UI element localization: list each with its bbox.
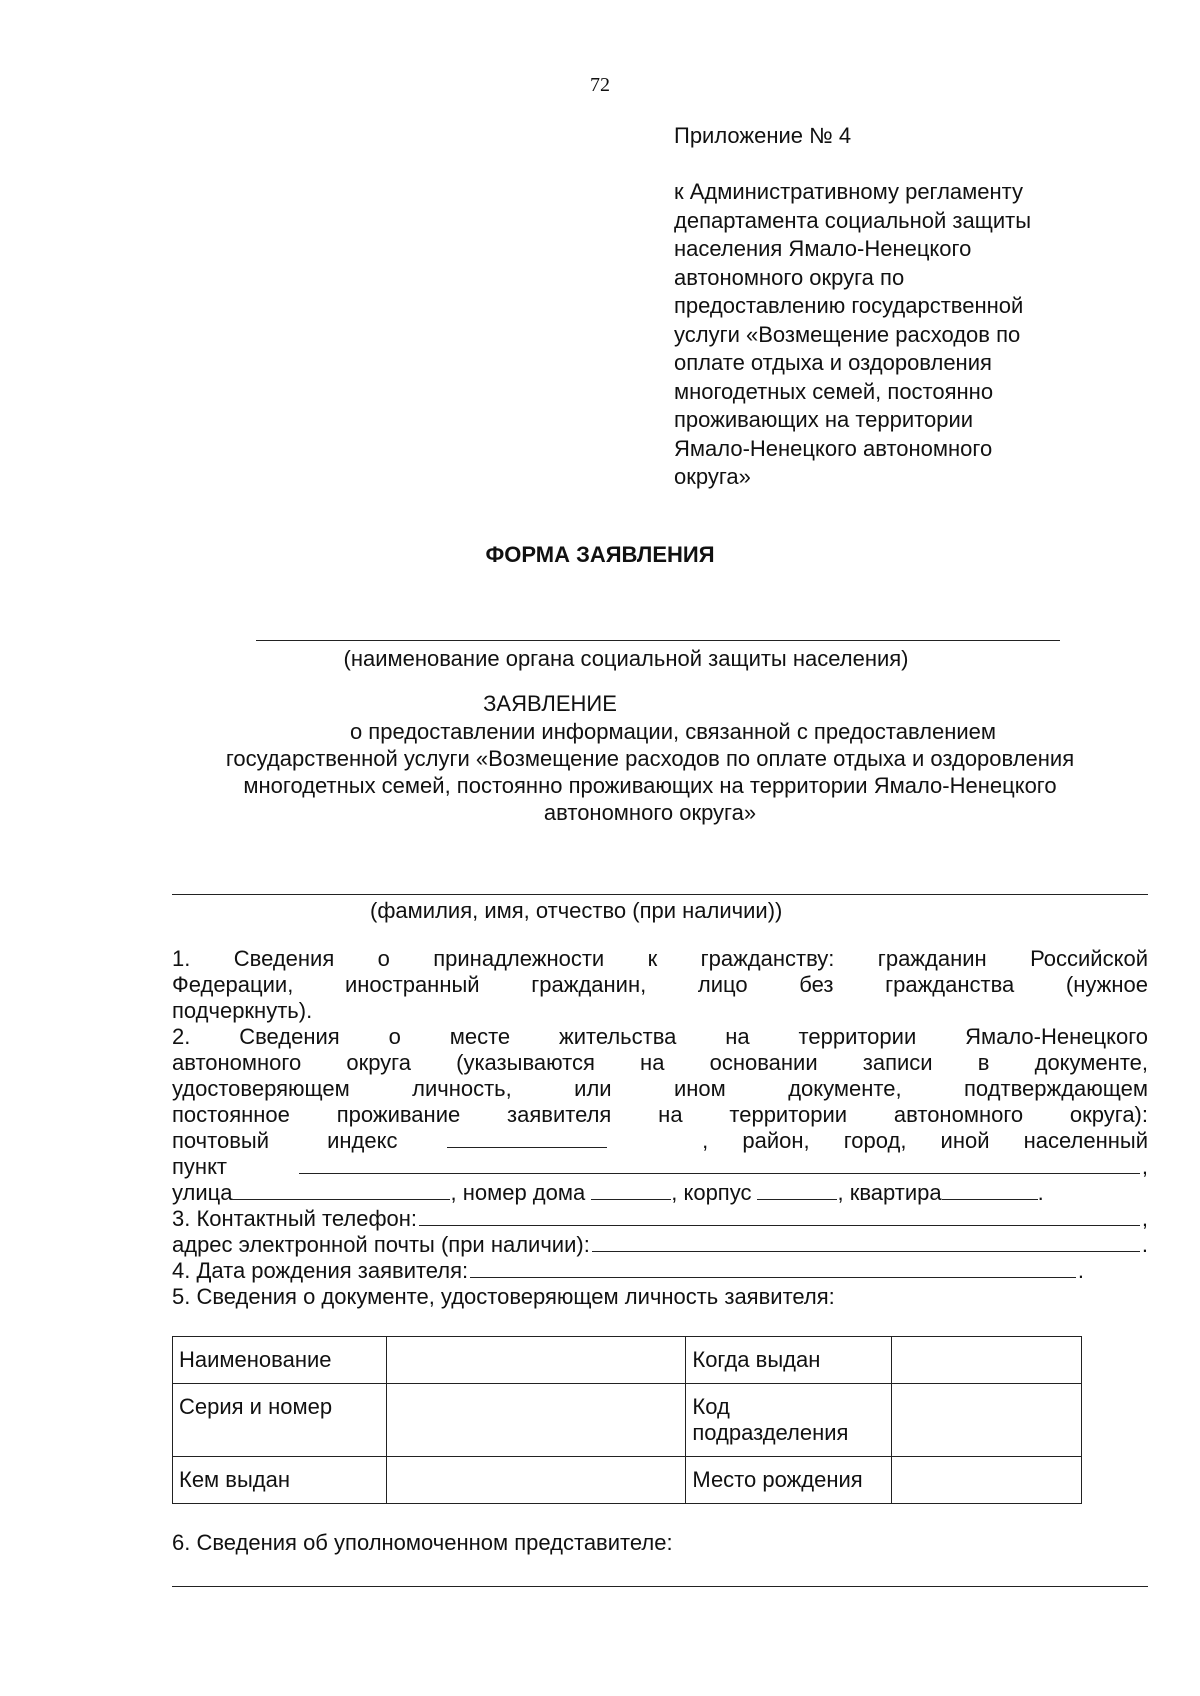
table-row xyxy=(173,1337,1082,1384)
table-value-cell[interactable] xyxy=(892,1457,1082,1504)
apartment-label: , квартира xyxy=(837,1180,942,1205)
table-label-cell: Место рождения xyxy=(686,1457,892,1504)
representative-label: 6. Сведения об уполномоченном представителе: xyxy=(172,1530,673,1555)
email-field[interactable] xyxy=(592,1233,1140,1252)
section-2-line: автономного округа (указываются на основании записи в документе, xyxy=(172,1050,1148,1075)
table-row xyxy=(173,1457,1082,1504)
statement-line: многодетных семей, постоянно проживающих на территории Ямало-Ненецкого xyxy=(243,773,1057,798)
appendix-line: многодетных семей, постоянно xyxy=(674,378,994,404)
postal-index-field[interactable] xyxy=(447,1129,607,1148)
street-row: улица , номер дома , корпус , квартира . xyxy=(172,1180,1044,1205)
apartment-field[interactable] xyxy=(942,1181,1038,1200)
statement-line: государственной услуги «Возмещение расходов по оплате отдыха и оздоровления xyxy=(225,746,1075,771)
table-value-cell[interactable] xyxy=(386,1384,685,1457)
table-label-cell: Наименование xyxy=(173,1337,387,1384)
appendix-line: предоставлению государственной xyxy=(674,293,1024,318)
appendix-line: населения Ямало-Ненецкого xyxy=(674,236,972,261)
table-value-cell[interactable] xyxy=(386,1457,685,1504)
house-field[interactable] xyxy=(591,1181,671,1200)
appendix-line: округа» xyxy=(674,464,751,489)
phone-label: 3. Контактный телефон: xyxy=(172,1206,418,1231)
birth-row: 4. Дата рождения заявителя: . xyxy=(172,1258,1084,1283)
section-1-line: Федерации, иностранный гражданин, лицо без гражданства (нужное xyxy=(172,972,1148,997)
appendix-line: оплате отдыха и оздоровления xyxy=(674,350,992,375)
postal-tail: , район, город, иной населенный xyxy=(702,1128,1148,1153)
table-label-cell: Серия и номер xyxy=(173,1384,387,1457)
email-row: адрес электронной почты (при наличии): . xyxy=(172,1232,1148,1257)
email-label: адрес электронной почты (при наличии): xyxy=(172,1232,590,1257)
locality-field[interactable] xyxy=(299,1155,1140,1174)
street-field[interactable] xyxy=(232,1181,450,1200)
section-2-line: 2. Сведения о месте жительства на территории Ямало-Ненецкого xyxy=(172,1024,1148,1049)
table-value-cell[interactable] xyxy=(386,1337,685,1384)
punkt-row: пункт , xyxy=(172,1154,1148,1179)
table-label-cell: Когда выдан xyxy=(686,1337,892,1384)
phone-row: 3. Контактный телефон: , xyxy=(172,1206,1148,1231)
appendix-line: к Административному регламенту xyxy=(674,179,1024,204)
table-value-cell[interactable] xyxy=(892,1337,1082,1384)
statement-subtitle xyxy=(150,718,1150,826)
table-label-cell: Кем выдан xyxy=(173,1457,387,1504)
representative-line[interactable] xyxy=(172,1586,1148,1587)
street-label: улица xyxy=(172,1180,233,1205)
identity-document-table xyxy=(172,1336,1082,1504)
doc-label: 5. Сведения о документе, удостоверяющем личность заявителя: xyxy=(172,1284,835,1309)
birth-label: 4. Дата рождения заявителя: xyxy=(172,1258,469,1283)
house-label: , номер дома xyxy=(450,1180,586,1205)
statement-line: о предоставлении информации, связанной с предоставлением xyxy=(349,719,997,744)
appendix-line: проживающих на территории xyxy=(674,407,974,432)
birth-date-field[interactable] xyxy=(470,1259,1076,1278)
statement-title: ЗАЯВЛЕНИЕ xyxy=(483,691,617,716)
appendix-line: услуги «Возмещение расходов по xyxy=(674,321,1021,347)
section-1-line: подчеркнуть). xyxy=(172,998,313,1023)
table-value-cell[interactable] xyxy=(892,1384,1082,1457)
section-2-line: постоянное проживание заявителя на территории автономного округа): xyxy=(172,1102,1148,1127)
punkt-label: пункт xyxy=(172,1154,228,1179)
postal-row xyxy=(172,1128,1148,1154)
appendix-line: автономного округа по xyxy=(674,264,905,290)
fio-line[interactable] xyxy=(172,894,1148,895)
table-row xyxy=(173,1384,1082,1457)
appendix-text xyxy=(674,178,1144,492)
building-label: , корпус xyxy=(671,1180,752,1205)
organ-name-line[interactable] xyxy=(256,640,1060,641)
appendix-number: Приложение № 4 xyxy=(674,123,852,148)
postal-label: почтовый индекс xyxy=(172,1128,398,1153)
table-label-cell: Код подразделения xyxy=(686,1384,892,1457)
appendix-line: Ямало-Ненецкого автономного xyxy=(674,435,993,461)
page-number: 72 xyxy=(590,74,610,96)
building-field[interactable] xyxy=(757,1181,837,1200)
phone-field[interactable] xyxy=(419,1207,1140,1226)
section-2-line: удостоверяющем личность, или ином документе, подтверждающем xyxy=(172,1076,1148,1101)
statement-line: автономного округа» xyxy=(543,800,757,825)
fio-caption: (фамилия, имя, отчество (при наличии)) xyxy=(370,898,783,923)
appendix-line: департамента социальной защиты xyxy=(674,207,1032,233)
organ-caption: (наименование органа социальной защиты населения) xyxy=(343,646,909,671)
form-title: ФОРМА ЗАЯВЛЕНИЯ xyxy=(485,542,715,567)
section-1-line: 1. Сведения о принадлежности к гражданству: гражданин Российской xyxy=(172,946,1148,971)
